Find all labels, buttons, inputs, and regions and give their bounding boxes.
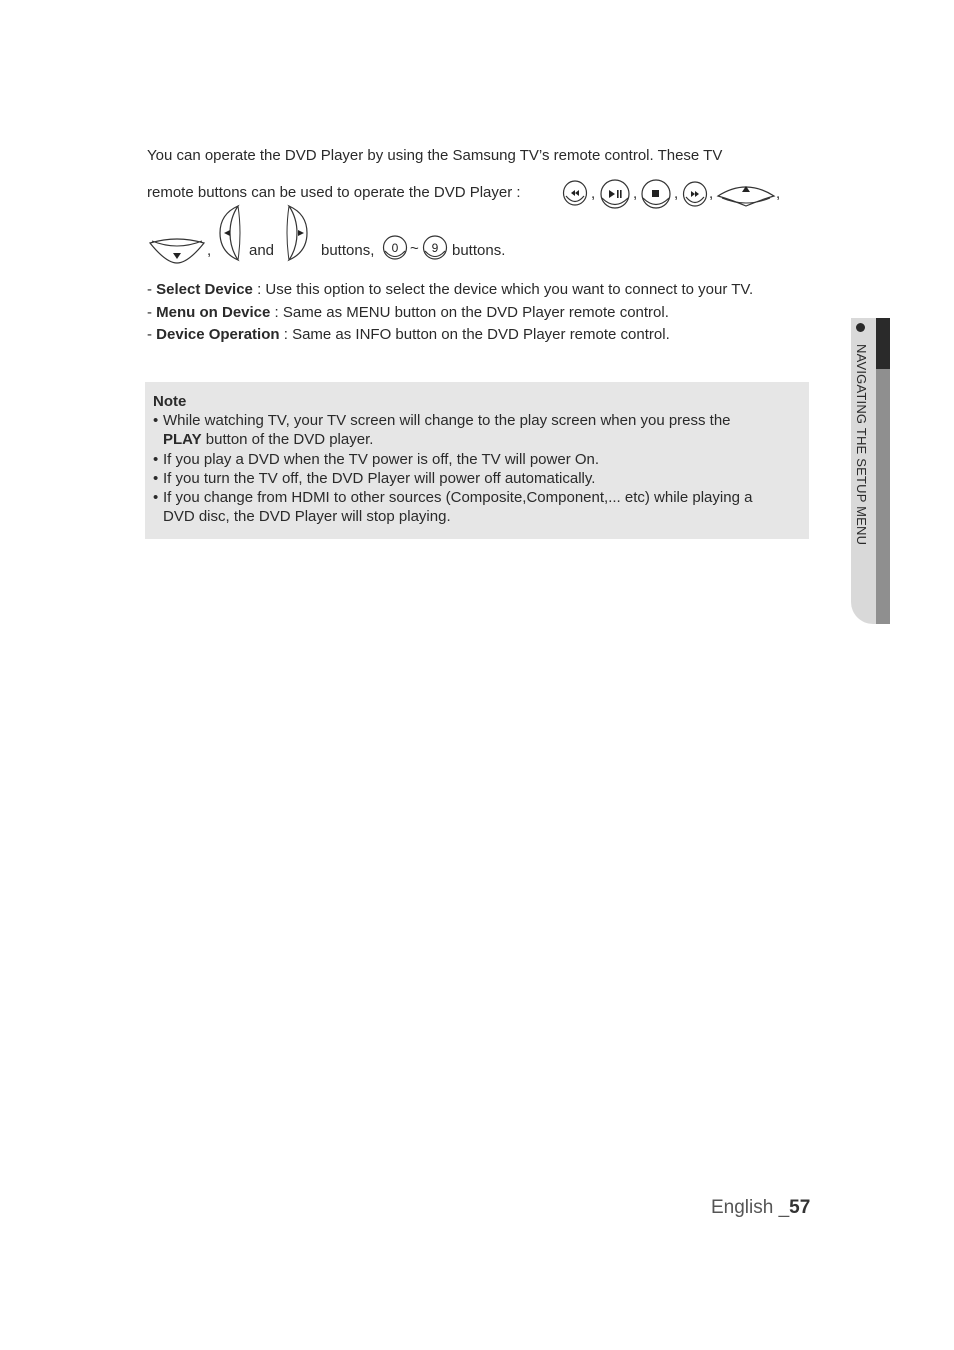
comma-1: ,	[591, 185, 596, 202]
rewind-icon	[562, 180, 588, 208]
note-item: • If you change from HDMI to other sources (Composite,Component,... etc) while playing a DVD disc, the DVD Player will stop playing.	[153, 489, 753, 526]
note-item: • If you turn the TV off, the DVD Player will power off automatically.	[153, 469, 596, 487]
page-footer	[711, 1197, 810, 1219]
definition-term: Device Operation	[156, 326, 280, 343]
fast-forward-icon	[682, 181, 708, 209]
play-pause-icon	[599, 179, 631, 211]
note-list	[153, 411, 801, 527]
comma-5: ,	[776, 185, 781, 202]
definition-desc: : Use this option to select the device which you want to connect to your TV.	[252, 281, 754, 298]
svg-text:9: 9	[431, 241, 439, 255]
definition-desc: : Same as MENU button on the DVD Player remote control.	[270, 303, 669, 321]
definition-select-device: - Select Device : Use this option to select the device which you want to connect to your TV.	[147, 281, 754, 298]
number-9-icon	[422, 235, 448, 263]
comma-2: ,	[633, 185, 638, 202]
definition-device-operation: - Device Operation : Same as INFO button on the DVD Player remote control.	[147, 326, 670, 343]
comma-3: ,	[674, 185, 679, 202]
right-arrow-icon	[285, 204, 311, 262]
stop-icon	[640, 179, 672, 211]
intro-line-1: You can operate the DVD Player by using the Samsung TV’s remote control. These TV	[147, 147, 723, 164]
footer-language: English _	[711, 1197, 790, 1218]
definition-list	[147, 279, 753, 347]
definition-menu-on-device: - Menu on Device : Same as MENU button on the DVD Player remote control.	[147, 303, 669, 321]
tilde-text: ~	[410, 240, 419, 257]
comma-4: ,	[709, 185, 714, 202]
definition-term: Menu on Device	[156, 303, 271, 321]
up-arrow-icon	[716, 182, 776, 208]
down-arrow-icon	[148, 237, 206, 265]
note-title: Note	[153, 393, 187, 410]
side-tab-bullet-icon	[856, 323, 865, 332]
svg-text:0: 0	[391, 241, 399, 255]
definition-desc: : Same as INFO button on the DVD Player remote control.	[279, 326, 670, 343]
side-tab-dark-marker	[876, 318, 890, 369]
intro-line-2: remote buttons can be used to operate the DVD Player :	[147, 184, 521, 201]
definition-term: Select Device	[156, 281, 253, 298]
number-0-icon	[382, 235, 408, 263]
left-arrow-icon	[216, 204, 242, 262]
side-tab-label: NAVIGATING THE SETUP MENU	[854, 344, 869, 546]
note-item: • If you play a DVD when the TV power is off, the TV will power On.	[153, 450, 600, 468]
page-number: 57	[789, 1197, 811, 1218]
note-item: • While watching TV, your TV screen will change to the play screen when you press the PLAY button of the DVD player.	[153, 412, 731, 449]
buttons-text-2: buttons.	[452, 242, 506, 259]
side-tab-grey-bar	[876, 369, 890, 624]
and-text: and	[249, 242, 275, 259]
comma-6: ,	[207, 242, 212, 259]
note-box	[145, 382, 809, 539]
buttons-text-1: buttons,	[321, 242, 375, 259]
